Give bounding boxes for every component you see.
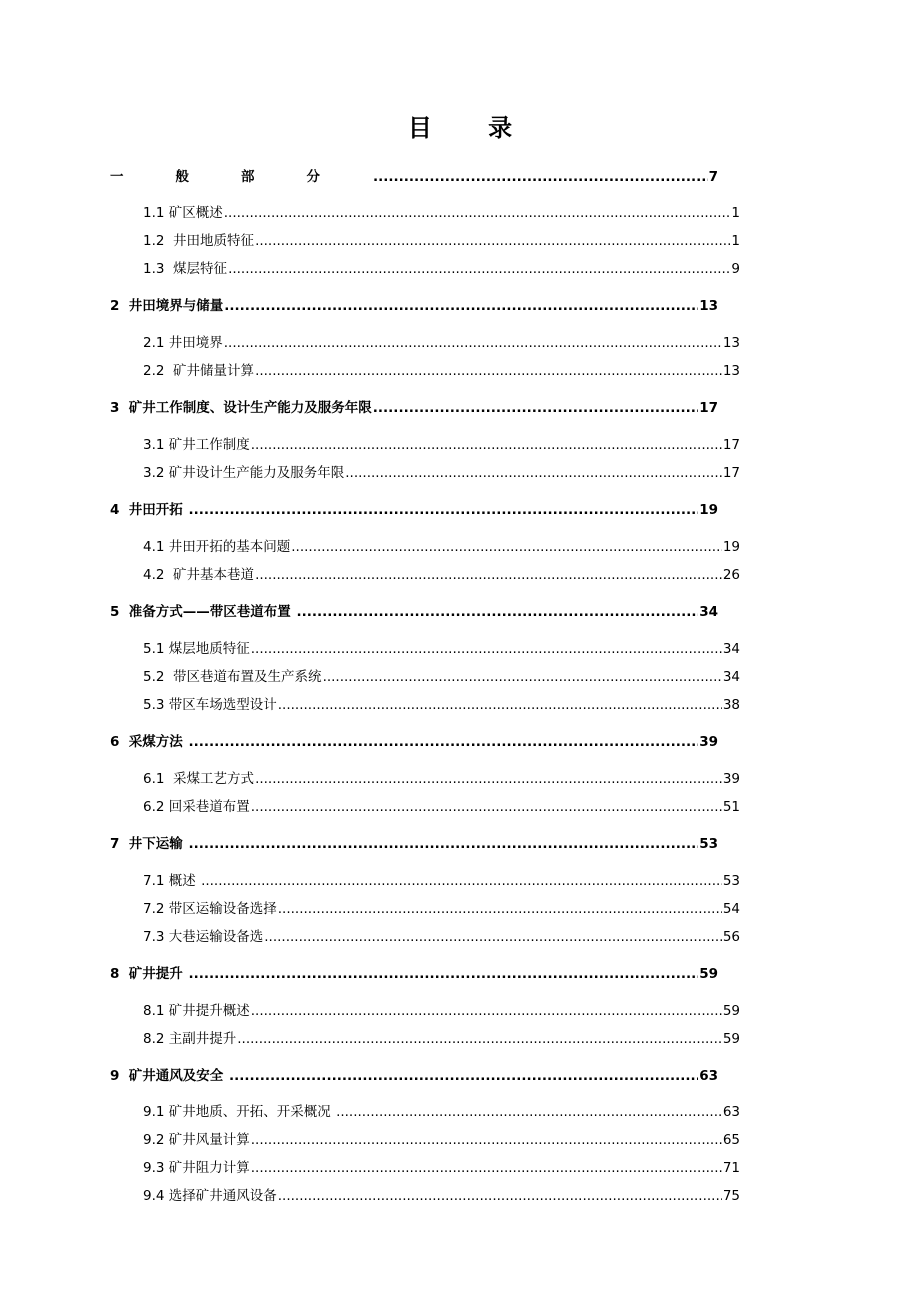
toc-entry-page: 59	[722, 1003, 740, 1019]
toc-leader-dots	[189, 834, 699, 854]
toc-entry-page: 39	[699, 734, 718, 750]
toc-leader-dots	[255, 565, 722, 585]
toc-entry-label: 5.2 带区巷道布置及生产系统	[143, 669, 322, 685]
toc-entry-label: 5 准备方式——带区巷道布置	[110, 604, 296, 620]
toc-entry-chapter[interactable]	[110, 964, 718, 984]
toc-entry-page: 13	[699, 298, 718, 314]
toc-entry-page: 13	[722, 335, 740, 351]
toc-entry-label: 1.2 井田地质特征	[143, 233, 255, 249]
toc-entry-page: 19	[722, 539, 740, 555]
toc-entry-page: 59	[699, 966, 718, 982]
toc-leader-dots	[255, 361, 722, 381]
toc-leader-dots	[345, 463, 722, 483]
toc-entry-label: 6 采煤方法	[110, 734, 188, 750]
toc-entry-label: 9 矿井通风及安全	[110, 1068, 228, 1084]
toc-leader-dots	[251, 1158, 722, 1178]
toc-entry-page: 13	[722, 363, 740, 379]
toc-entry-label: 2.1 井田境界	[143, 335, 223, 351]
toc-entry-page: 34	[722, 669, 740, 685]
toc-entry-page: 65	[722, 1132, 740, 1148]
toc-entry-chapter[interactable]	[110, 500, 718, 520]
toc-entry-page: 51	[722, 799, 740, 815]
toc-entry-page: 1	[731, 205, 740, 221]
toc-entry-section[interactable]	[143, 871, 740, 891]
toc-entry-label: 一般部分	[110, 169, 372, 185]
toc-leader-dots	[189, 732, 699, 752]
toc-entry-page: 34	[722, 641, 740, 657]
toc-entry-page: 26	[722, 567, 740, 583]
toc-entry-page: 59	[722, 1031, 740, 1047]
toc-entry-page: 19	[699, 502, 718, 518]
toc-entry-label: 9.1 矿井地质、开拓、开采概况	[143, 1104, 336, 1120]
toc-entry-section[interactable]	[143, 927, 740, 947]
toc-entry-section[interactable]	[143, 1130, 740, 1150]
toc-entry-page: 53	[722, 873, 740, 889]
toc-leader-dots	[224, 296, 698, 316]
toc-entry-label: 7.1 概述	[143, 873, 201, 889]
toc-leader-dots	[336, 1102, 722, 1122]
toc-entry-page: 71	[722, 1160, 740, 1176]
toc-leader-dots	[278, 899, 722, 919]
toc-entry-page: 63	[722, 1104, 740, 1120]
toc-leader-dots	[251, 797, 722, 817]
toc-entry-section[interactable]	[143, 231, 740, 251]
toc-entry-page: 54	[722, 901, 740, 917]
page-title: 目 录	[407, 114, 537, 142]
toc-entry-label: 9.4 选择矿井通风设备	[143, 1188, 277, 1204]
toc-entry-page: 53	[699, 836, 718, 852]
toc-entry-chapter[interactable]	[110, 602, 718, 622]
toc-leader-dots	[189, 500, 699, 520]
toc-entry-label: 6.1 采煤工艺方式	[143, 771, 255, 787]
toc-entry-label: 4.1 井田开拓的基本问题	[143, 539, 291, 555]
toc-leader-dots	[255, 769, 722, 789]
toc-entry-label: 3 矿井工作制度、设计生产能力及服务年限	[110, 400, 372, 416]
toc-entry-page: 56	[722, 929, 740, 945]
toc-entry-chapter[interactable]	[110, 1066, 718, 1086]
toc-leader-dots	[229, 1066, 698, 1086]
toc-entry-page: 17	[722, 465, 740, 481]
toc-leader-dots	[264, 927, 722, 947]
toc-leader-dots	[251, 1130, 722, 1150]
toc-entry-page: 38	[722, 697, 740, 713]
toc-entry-label: 8 矿井提升	[110, 966, 188, 982]
toc-entry-label: 5.3 带区车场选型设计	[143, 697, 277, 713]
toc-entry-chapter[interactable]	[110, 834, 718, 854]
toc-leader-dots	[251, 639, 722, 659]
toc-entry-chapter[interactable]	[110, 398, 718, 418]
toc-entry-label: 3.2 矿井设计生产能力及服务年限	[143, 465, 345, 481]
toc-leader-dots	[237, 1029, 722, 1049]
toc-entry-label: 7 井下运输	[110, 836, 188, 852]
toc-entry-page: 9	[731, 261, 740, 277]
toc-entry-section[interactable]	[143, 1102, 740, 1122]
toc-entry-chapter[interactable]	[110, 296, 718, 316]
toc-leader-dots	[189, 964, 699, 984]
toc-entry-section[interactable]	[143, 259, 740, 279]
toc-entry-label: 9.3 矿井阻力计算	[143, 1160, 250, 1176]
toc-entry-label: 3.1 矿井工作制度	[143, 437, 250, 453]
toc-entry-section[interactable]	[143, 667, 740, 687]
toc-leader-dots	[278, 695, 722, 715]
toc-leader-dots	[228, 259, 730, 279]
toc-entry-chapter[interactable]	[110, 167, 718, 187]
toc-entry-section[interactable]	[143, 769, 740, 789]
toc-entry-section[interactable]	[143, 333, 740, 353]
toc-entry-label: 1.1 矿区概述	[143, 205, 223, 221]
toc-entry-page: 39	[722, 771, 740, 787]
toc-entry-page: 75	[722, 1188, 740, 1204]
toc-entry-page: 7	[708, 169, 718, 185]
toc-entry-label: 6.2 回采巷道布置	[143, 799, 250, 815]
toc-entry-label: 8.1 矿井提升概述	[143, 1003, 250, 1019]
toc-leader-dots	[323, 667, 722, 687]
toc-entry-label: 7.3 大巷运输设备选	[143, 929, 264, 945]
toc-entry-section[interactable]	[143, 203, 740, 223]
toc-leader-dots	[224, 203, 731, 223]
toc-leader-dots	[251, 435, 722, 455]
toc-entry-label: 9.2 矿井风量计算	[143, 1132, 250, 1148]
toc-entry-section[interactable]	[143, 639, 740, 659]
toc-leader-dots	[373, 398, 698, 418]
toc-entry-page: 34	[699, 604, 718, 620]
toc-entry-section[interactable]	[143, 435, 740, 455]
toc-entry-page: 1	[731, 233, 740, 249]
toc-entry-label: 8.2 主副井提升	[143, 1031, 237, 1047]
toc-entry-chapter[interactable]	[110, 732, 718, 752]
toc-leader-dots	[291, 537, 722, 557]
toc-entry-section[interactable]	[143, 695, 740, 715]
toc-leader-dots	[278, 1186, 722, 1206]
toc-entry-page: 17	[699, 400, 718, 416]
toc-leader-dots	[297, 602, 699, 622]
toc-leader-dots	[201, 871, 722, 891]
toc-entry-label: 2 井田境界与储量	[110, 298, 224, 314]
toc-entry-label: 2.2 矿井储量计算	[143, 363, 255, 379]
toc-entry-label: 1.3 煤层特征	[143, 261, 228, 277]
toc-entry-section[interactable]	[143, 1001, 740, 1021]
toc-entry-section[interactable]	[143, 361, 740, 381]
toc-entry-label: 7.2 带区运输设备选择	[143, 901, 277, 917]
toc-leader-dots	[255, 231, 730, 251]
toc-entry-page: 63	[699, 1068, 718, 1084]
toc-leader-dots	[373, 167, 708, 187]
toc-entry-section[interactable]	[143, 537, 740, 557]
toc-entry-section[interactable]	[143, 1029, 740, 1049]
toc-leader-dots	[251, 1001, 722, 1021]
toc-entry-section[interactable]	[143, 1186, 740, 1206]
toc-entry-section[interactable]	[143, 899, 740, 919]
toc-entry-label: 4.2 矿井基本巷道	[143, 567, 255, 583]
toc-entry-label: 5.1 煤层地质特征	[143, 641, 250, 657]
toc-entry-section[interactable]	[143, 463, 740, 483]
toc-leader-dots	[224, 333, 722, 353]
toc-entry-section[interactable]	[143, 797, 740, 817]
toc-entry-page: 17	[722, 437, 740, 453]
toc-entry-label: 4 井田开拓	[110, 502, 188, 518]
toc-entry-section[interactable]	[143, 565, 740, 585]
toc-entry-section[interactable]	[143, 1158, 740, 1178]
